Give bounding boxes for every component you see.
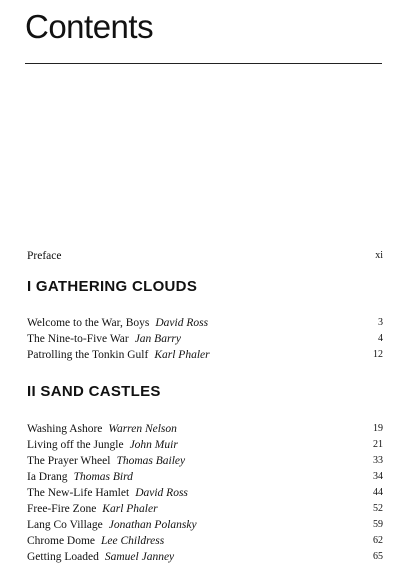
- entry-title: Chrome Dome: [27, 535, 96, 547]
- entry-author: David Ross: [155, 317, 209, 329]
- entry-title: Patrolling the Tonkin Gulf: [27, 349, 149, 361]
- toc-entry[interactable]: [27, 331, 383, 347]
- entry-page: 33: [373, 455, 383, 466]
- title-rule: [25, 63, 382, 64]
- entry-author: Samuel Janney: [104, 551, 175, 563]
- toc-entry[interactable]: [27, 453, 383, 469]
- toc-entry[interactable]: [27, 315, 383, 331]
- entry-title: The New-Life Hamlet: [27, 487, 130, 499]
- entry-author: David Ross: [135, 487, 188, 499]
- entry-title: The Prayer Wheel: [27, 455, 111, 467]
- entry-author: Jan Barry: [134, 333, 182, 345]
- entry-page: 12: [373, 349, 383, 360]
- entry-title: Free-Fire Zone: [27, 503, 97, 515]
- entry-title: Preface: [27, 250, 62, 262]
- entry-page: xi: [375, 250, 383, 261]
- entry-author: Thomas Bird: [73, 471, 133, 483]
- entry-author: Thomas Bailey: [116, 455, 186, 467]
- entry-author: John Muir: [129, 439, 178, 451]
- entry-author: Jonathan Polansky: [108, 519, 197, 531]
- entry-page: 52: [373, 503, 383, 514]
- entry-title: Ia Drang: [27, 471, 68, 483]
- entry-page: 59: [373, 519, 383, 530]
- toc-entry[interactable]: [27, 517, 383, 533]
- toc-entry[interactable]: [27, 533, 383, 549]
- entry-page: 4: [378, 333, 383, 344]
- section-heading-2: II SAND CASTLES: [27, 383, 161, 400]
- entry-author: Karl Phaler: [102, 503, 158, 515]
- entry-title: Getting Loaded: [27, 551, 99, 563]
- entry-title: Lang Co Village: [27, 519, 103, 531]
- entry-page: 62: [373, 535, 383, 546]
- entry-title: The Nine-to-Five War: [27, 333, 129, 345]
- entry-page: 44: [373, 487, 383, 498]
- toc-entry[interactable]: [27, 485, 383, 501]
- entry-author: Warren Nelson: [108, 423, 177, 435]
- entry-page: 3: [378, 317, 383, 328]
- entry-title: Welcome to the War, Boys: [27, 317, 150, 329]
- page-title: Contents: [25, 8, 154, 45]
- toc-entry[interactable]: [27, 437, 383, 453]
- toc-entry-preface[interactable]: [27, 248, 383, 264]
- entry-page: 21: [373, 439, 383, 450]
- toc-entry[interactable]: [27, 501, 383, 517]
- entry-page: 19: [373, 423, 383, 434]
- entry-author: Karl Phaler: [154, 349, 210, 361]
- entry-title: Washing Ashore: [27, 423, 103, 435]
- section-heading-1: I GATHERING CLOUDS: [27, 278, 198, 295]
- entry-page: 34: [373, 471, 383, 482]
- toc-entry[interactable]: [27, 469, 383, 485]
- toc-entry[interactable]: [27, 421, 383, 437]
- toc-entry[interactable]: [27, 347, 383, 363]
- toc-entry[interactable]: [27, 549, 383, 565]
- entry-title: Living off the Jungle: [27, 439, 124, 451]
- entry-page: 65: [373, 551, 383, 562]
- entry-author: Lee Childress: [101, 535, 165, 547]
